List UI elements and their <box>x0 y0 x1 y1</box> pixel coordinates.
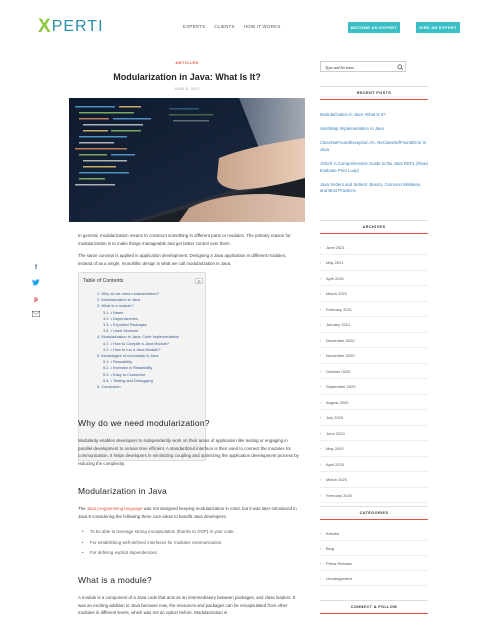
toc-link[interactable]: 5.3. • Easy to Customize <box>103 371 146 377</box>
toc-link[interactable]: 2. Modularization in Java <box>97 297 141 303</box>
archive-link[interactable]: › February 2021 <box>320 302 428 318</box>
recent-post-link[interactable]: Java Setters and Setters: Basics, Common Mistakes, and Best Practices <box>320 181 422 194</box>
archive-link[interactable]: › May 2021 <box>320 255 428 271</box>
toc-link[interactable]: 3.4. • Used Services <box>103 328 139 334</box>
archive-link[interactable]: › September 2020 <box>320 379 428 395</box>
section-why <box>78 418 300 467</box>
toc-link[interactable]: 3. What is a module? <box>97 303 134 309</box>
archive-link[interactable]: › March 2020 <box>320 472 428 488</box>
accent-divider <box>320 613 428 614</box>
archive-link[interactable]: › July 2020 <box>320 410 428 426</box>
divider <box>320 600 428 601</box>
toc-link[interactable]: 4. Modularization in Java: Code Implementation <box>97 334 180 340</box>
toc-link[interactable]: 4.1. • How to Compile a Java Module? <box>103 340 170 346</box>
toc-link[interactable]: 3.1. • Name <box>103 309 124 315</box>
archive-link[interactable]: › May 2020 <box>320 441 428 457</box>
archive-link[interactable]: › April 2021 <box>320 271 428 287</box>
connect-title: CONNECT & FOLLOW <box>350 604 398 609</box>
archive-link[interactable]: › April 2020 <box>320 457 428 473</box>
mod-paragraph-pre: The <box>78 506 87 511</box>
article-title: Modularization in Java: What Is It? <box>113 72 261 82</box>
toc-link[interactable]: 5.2. • Increase in Readability <box>103 365 153 371</box>
hero-laptop-illustration <box>69 98 305 222</box>
archive-link[interactable]: › October 2020 <box>320 364 428 380</box>
archives-widget <box>320 220 428 503</box>
archive-link[interactable]: › June 2021 <box>320 240 428 256</box>
site-logo[interactable] <box>38 18 104 36</box>
nav-clients[interactable]: CLIENTS <box>214 24 235 29</box>
categories-widget <box>320 506 428 586</box>
search-input[interactable]: Type and hit enter... <box>325 65 357 70</box>
logo-x-mark: X <box>38 16 51 37</box>
main-nav <box>183 24 281 29</box>
article-date: JUNE 6, 2021 <box>174 87 200 91</box>
toc-toggle-button[interactable]: ☰ <box>195 278 203 284</box>
archive-link[interactable]: › June 2020 <box>320 426 428 442</box>
category-link[interactable]: › Blog <box>320 541 428 556</box>
mod-paragraph-post: was not designed keeping modularization in mind, but it was later introduced in Java 9 considering the following three core ideas to benefit Java developers: <box>78 506 297 519</box>
section-what-is-module <box>78 575 300 617</box>
category-link[interactable]: › Articles <box>320 526 428 541</box>
why-paragraph: Modularity enables developers to independently work on their areas of application like testing or engaging in parallel development to remain time efficient. A standardized interface is then used to connect the modules for communication. It helps developers in minimizing coupling and optimizing the application development process by reducing the complexity. <box>78 438 299 466</box>
article-body <box>78 232 298 267</box>
toc-link[interactable]: 5. Advantages of modularity in Java <box>97 353 159 359</box>
toc-link[interactable]: 3.3. • Exported Packages <box>103 322 147 328</box>
core-ideas-list <box>78 528 300 557</box>
archive-link[interactable]: › March 2021 <box>320 286 428 302</box>
archive-link[interactable]: › November 2020 <box>320 348 428 364</box>
nav-how-it-works[interactable]: HOW IT WORKS <box>243 24 281 29</box>
toc-link[interactable]: 5.1. • Reusability <box>103 359 133 365</box>
category-list <box>320 526 428 586</box>
become-expert-button[interactable]: BECOME AN EXPERT <box>348 22 400 33</box>
archive-link[interactable]: › December 2020 <box>320 333 428 349</box>
divider <box>320 220 428 221</box>
archive-link[interactable]: › August 2020 <box>320 395 428 411</box>
toc-link[interactable]: 5.4. • Testing and Debugging <box>103 377 153 383</box>
social-share-bar <box>30 263 42 321</box>
toc-list <box>97 291 179 390</box>
recent-posts-widget <box>320 86 428 195</box>
toc-link[interactable]: 6. Conclusion <box>97 384 121 390</box>
heading-why-modularization: Why do we need modularization? <box>78 418 210 428</box>
divider <box>320 506 428 507</box>
twitter-icon[interactable] <box>30 279 42 289</box>
java-language-link[interactable]: Java programming language <box>86 506 143 511</box>
article-category[interactable]: ARTICLES <box>175 60 199 65</box>
recent-post-link[interactable]: JShell: A Comprehensive Guide to the Java REPL (Read Evaluate Print Loop) <box>320 161 428 173</box>
hire-expert-button[interactable]: HIRE AN EXPERT <box>416 22 460 33</box>
categories-title: CATEGORIES <box>359 510 389 515</box>
intro-paragraph-2: The same concept is applied in application development. Designing a Java application in different modules, instead of as a single, monolithic design is what we call modularization in Java. <box>78 253 287 266</box>
divider <box>320 86 428 87</box>
list-item: • For establishing well-defined interfaces for modules communication. <box>78 539 300 547</box>
recent-posts-title: RECENT POSTS <box>356 90 392 95</box>
hero-image <box>69 98 305 222</box>
logo-text: PERTI <box>51 18 104 35</box>
section-modularization-java <box>78 486 300 557</box>
accent-divider <box>320 233 428 234</box>
archive-link[interactable]: › January 2021 <box>320 317 428 333</box>
heading-modularization-java: Modularization in Java <box>78 486 167 496</box>
toc-heading: Table of Contents <box>83 278 124 284</box>
accent-divider <box>320 519 428 520</box>
heading-what-is-module: What is a module? <box>78 575 152 585</box>
recent-post-link[interactable]: Modularization in Java: What Is It? <box>320 111 386 117</box>
modularization-paragraph <box>78 505 300 520</box>
facebook-icon[interactable]: f <box>35 265 37 271</box>
category-link[interactable]: › Press Release <box>320 556 428 571</box>
toc-link[interactable]: 4.2. • How to run a Java Module? <box>103 346 161 352</box>
intro-paragraph-1: In general, modularization means to construct something in different parts or modules. The primary reason for modularization is to make things manageable and get better control over them. <box>78 233 291 246</box>
nav-experts[interactable]: EXPERTS <box>183 24 206 29</box>
toc-link[interactable]: 3.2. • Dependencies <box>103 315 138 321</box>
archives-title: ARCHIVES <box>362 224 386 229</box>
category-link[interactable]: › Uncategorized <box>320 571 428 586</box>
toc-link[interactable]: 1. Why do we need modularization? <box>97 291 159 296</box>
accent-divider <box>320 99 428 100</box>
connect-widget <box>320 600 428 614</box>
archive-link[interactable]: › February 2020 <box>320 488 428 504</box>
article <box>68 56 306 616</box>
site-header <box>0 0 495 54</box>
list-item: • For defining explicit dependencies. <box>78 549 300 557</box>
list-item: • To be able to leverage strong encapsulation (thanks to OOP) in your code. <box>78 528 300 536</box>
recent-post-link[interactable]: ClassNotFoundException Vs. NoClassDefFoundError in Java <box>320 140 427 152</box>
pinterest-icon[interactable]: p <box>34 297 38 303</box>
search-icon[interactable] <box>397 64 404 71</box>
archive-list <box>320 240 428 504</box>
email-icon[interactable] <box>30 311 42 321</box>
recent-post-link[interactable]: HashMap Implementation in Java <box>320 125 384 131</box>
search-box[interactable] <box>320 61 406 72</box>
module-paragraph: A module is a component of a Java code that acts as an intermediatory between packages, and class loaders. It was an exciting addition to Java because now, the resources and packages can be encapsulated from other modules in different levels, which was not an option before. Modularization in <box>78 595 296 616</box>
